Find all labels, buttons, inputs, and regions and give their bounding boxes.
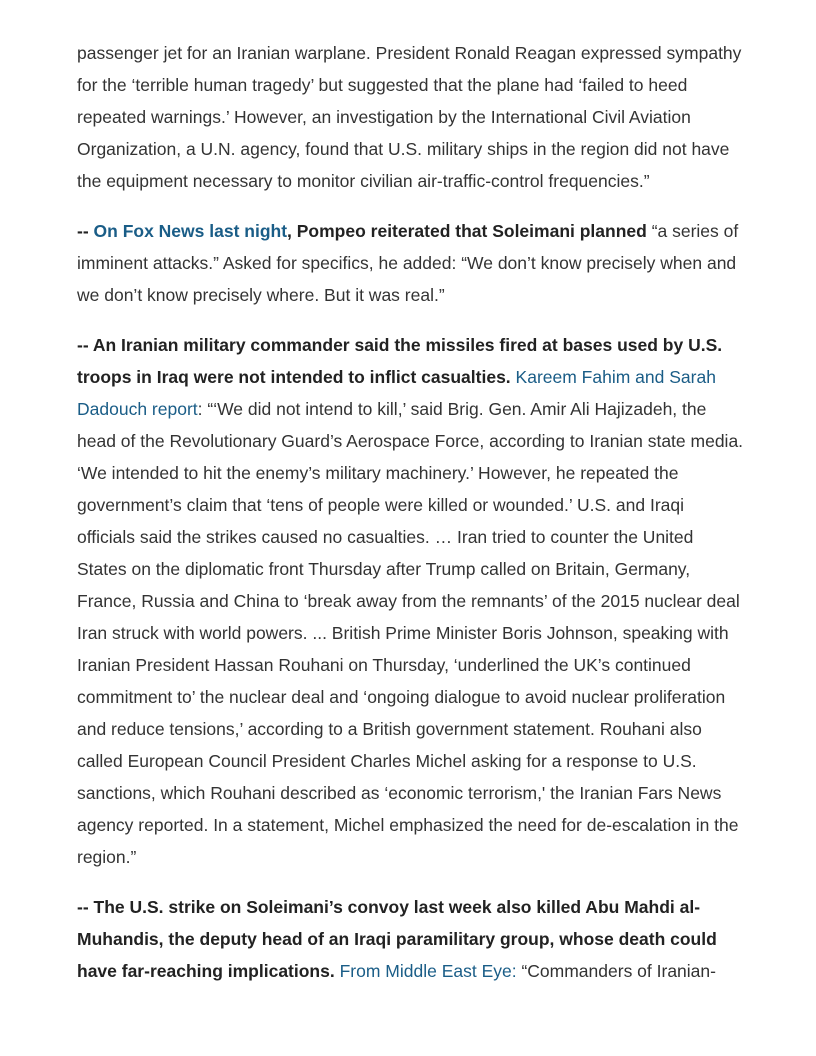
paragraph-text: passenger jet for an Iranian warplane. President Ronald Reagan expressed sympathy for the ‘terrible human tragedy’ but suggested that the plane had ‘failed to heed repeated warnings.’ However, an investigation by the International Civil Aviation Organization, a U.N. agency, found that U.S. military ships in the region did not have the equipment necessary to monitor civilian air-traffic-control frequencies.” [77,43,742,191]
fahim-dadouch-report-link[interactable]: Kareem Fahim and Sarah Dadouch report [77,367,716,419]
middle-east-eye-link[interactable]: From Middle East Eye: [339,961,517,981]
paragraph-bold-lead: -- The U.S. strike on Soleimani’s convoy last week also killed Abu Mahdi al-Muhandis, the deputy head of an Iraqi paramilitary group, whose death could have far-reaching implications. [77,897,717,981]
article-body [77,37,745,1005]
paragraph-iranian-commander [77,329,745,873]
paragraph-iran-air-continuation [77,37,745,197]
paragraph-bold-lead: , Pompeo reiterated that Soleimani planned [287,221,647,241]
paragraph-dash: -- [77,221,94,241]
paragraph-text: “Commanders of Iranian- [516,961,716,981]
paragraph-pompeo-fox-news [77,215,745,311]
paragraph-text: : “‘We did not intend to kill,’ said Brig. Gen. Amir Ali Hajizadeh, the head of the Revolutionary Guard’s Aerospace Force, according to Iranian state media. ‘We intended to hit the enemy’s military machinery.’ However, he repeated the government’s claim that ‘tens of people were killed or wounded.’ U.S. and Iraqi officials said the strikes caused no casualties. … Iran tried to counter the United States on the diplomatic front Thursday after Trump called on Britain, Germany, France, Russia and China to ‘break away from the remnants’ of the 2015 nuclear deal Iran struck with world powers. ... British Prime Minister Boris Johnson, speaking with Iranian President Hassan Rouhani on Thursday, ‘underlined the UK’s continued commitment to’ the nuclear deal and ‘ongoing dialogue to avoid nuclear proliferation and reduce tensions,’ according to a British government statement. Rouhani also called European Council President Charles Michel asking for a response to U.S. sanctions, which Rouhani described as ‘economic terrorism,' the Iranian Fars News agency reported. In a statement, Michel emphasized the need for de-escalation in the region.” [77,399,744,867]
fox-news-link[interactable]: On Fox News last night [93,221,288,241]
paragraph-muhandis [77,891,745,987]
paragraph-text: “a series of imminent attacks.” Asked for specifics, he added: “We don’t know precisely when and we don’t know precisely where. But it was real.” [77,221,739,305]
paragraph-bold-lead: -- An Iranian military commander said the missiles fired at bases used by U.S. troops in Iraq were not intended to inflict casualties. [77,335,723,387]
